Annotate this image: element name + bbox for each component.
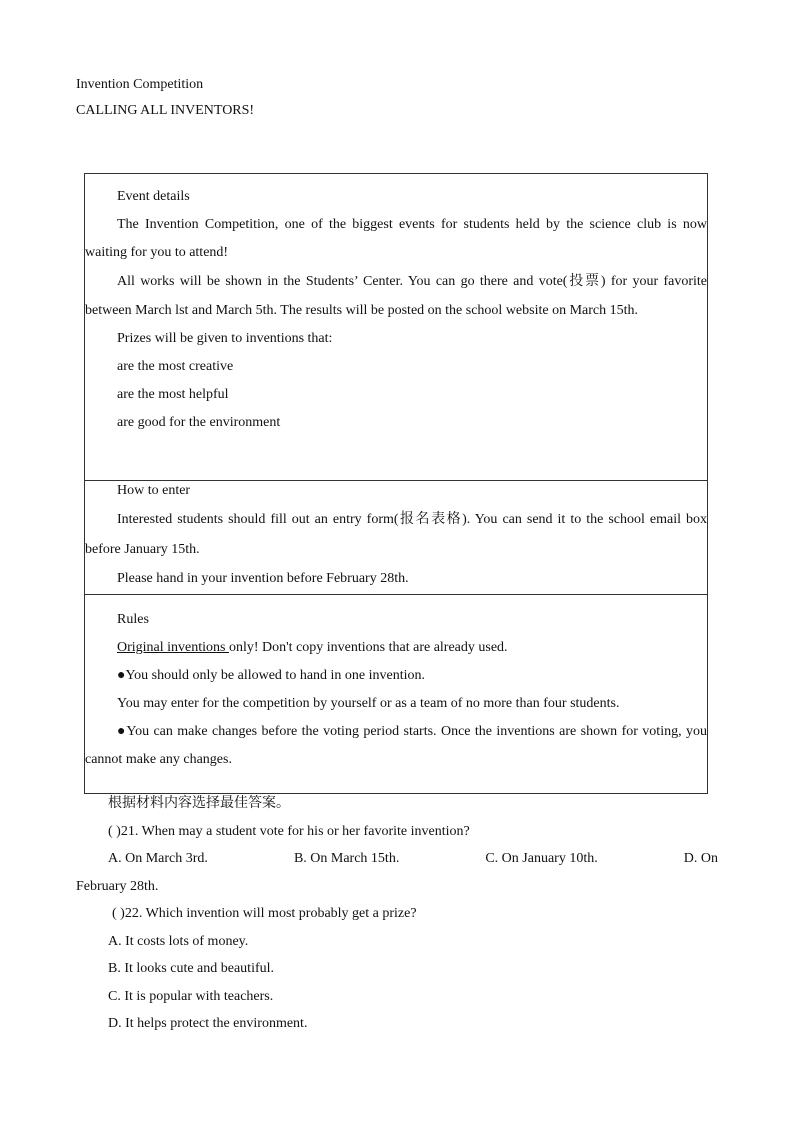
- questions-section: [76, 790, 718, 1038]
- rule-1: [85, 634, 707, 662]
- question-21-option-d: D. On: [683, 851, 718, 866]
- prize-item: are the most creative: [117, 359, 234, 374]
- document-subtitle: CALLING ALL INVENTORS!: [76, 103, 255, 118]
- question-22-option-c: C. It is popular with teachers.: [108, 988, 274, 1004]
- question-22-option-a: A. It costs lots of money.: [108, 933, 249, 949]
- question-21-stem: ( )21. When may a student vote for his or her favorite invention?: [108, 823, 470, 839]
- how-to-enter-section: [84, 480, 708, 595]
- document-title: Invention Competition: [76, 77, 204, 92]
- rules-heading: Rules: [117, 612, 149, 627]
- event-details-paragraph-2: All works will be shown in the Students’ Center. You can go there and vote(投票) for your favorite between March lst and March 5th. The results will be posted on the school website on March 15th.: [85, 274, 707, 318]
- rule-2: ●You should only be allowed to hand in one invention.: [117, 668, 426, 683]
- question-22-option-b: B. It looks cute and beautiful.: [108, 961, 275, 976]
- question-22-stem: ( )22. Which invention will most probably get a prize?: [112, 906, 417, 921]
- how-to-enter-paragraph-2: Please hand in your invention before February 28th.: [117, 571, 409, 586]
- event-details-heading: Event details: [117, 189, 190, 204]
- rule-3: You may enter for the competition by yourself or as a team of no more than four students.: [117, 696, 620, 711]
- rule-1-text: only! Don't copy inventions that are already used.: [229, 640, 508, 655]
- event-details-section: [84, 173, 708, 481]
- question-21-option-d-continued: February 28th.: [76, 878, 159, 894]
- rules-section: [84, 594, 708, 794]
- how-to-enter-paragraph-1: Interested students should fill out an entry form(报名表格). You can send it to the school email box before January 15th.: [85, 512, 707, 557]
- questions-instruction: 根据材料内容选择最佳答案。: [108, 795, 290, 811]
- question-22-option-d: D. It helps protect the environment.: [108, 1016, 308, 1031]
- prizes-intro: Prizes will be given to inventions that:: [117, 331, 333, 346]
- rule-4: ●You can make changes before the voting period starts. Once the inventions are shown for voting, you cannot make any changes.: [85, 724, 707, 767]
- question-21-option-c: C. On January 10th.: [485, 851, 598, 866]
- question-21-option-a: A. On March 3rd.: [108, 851, 208, 866]
- event-details-paragraph-1: The Invention Competition, one of the biggest events for students held by the science club is now waiting for you to attend!: [85, 217, 707, 260]
- rule-1-underlined: Original inventions: [117, 640, 229, 655]
- question-21-option-b: B. On March 15th.: [293, 851, 400, 866]
- prize-item: are good for the environment: [117, 415, 281, 430]
- question-21-options: [76, 845, 718, 873]
- how-to-enter-heading: How to enter: [117, 483, 191, 498]
- prize-item: are the most helpful: [117, 387, 229, 402]
